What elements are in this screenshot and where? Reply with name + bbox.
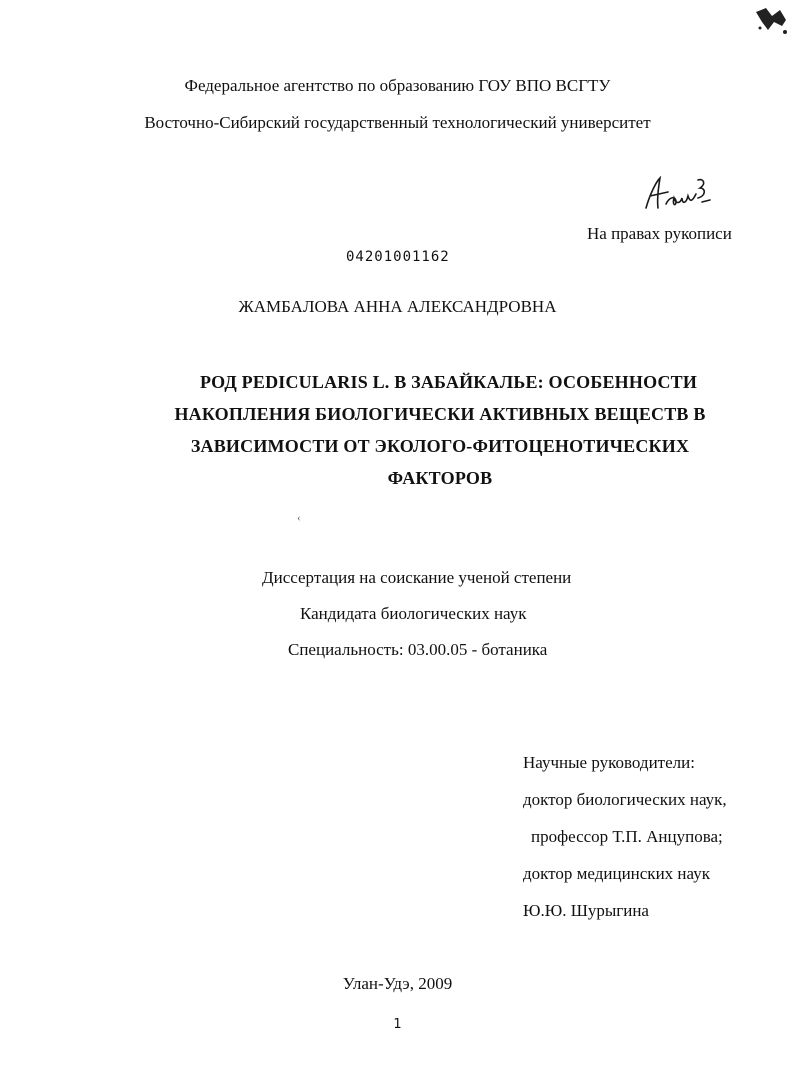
specialty-line: Специальность: 03.00.05 - ботаника [288, 640, 548, 659]
scan-smudge-mark [752, 4, 792, 38]
dissertation-title [150, 366, 730, 494]
page-number: 1 [393, 1017, 402, 1032]
title-line-4: ФАКТОРОВ [387, 468, 493, 488]
manuscript-note: На правах рукописи [587, 224, 732, 243]
title-line-1: РОД PEDICULARIS L. В ЗАБАЙКАЛЬЕ: ОСОБЕННОСТИ [200, 372, 698, 392]
supervisor-line-1: доктор биологических наук, [523, 790, 727, 809]
stray-mark: ‹ [297, 512, 301, 524]
title-line-3: ЗАВИСИМОСТИ ОТ ЭКОЛОГО-ФИТОЦЕНОТИЧЕСКИХ [190, 436, 690, 456]
title-line-2: НАКОПЛЕНИЯ БИОЛОГИЧЕСКИ АКТИВНЫХ ВЕЩЕСТВ В [174, 404, 706, 424]
supervisors-heading: Научные руководители: [523, 753, 695, 772]
supervisor-line-2: профессор Т.П. Анцупова; [531, 827, 723, 846]
city-year: Улан-Удэ, 2009 [342, 974, 453, 993]
agency-header: Федеральное агентство по образованию ГОУ ВПО ВСГТУ [184, 76, 611, 95]
signature-image [640, 174, 720, 218]
supervisor-line-3: доктор медицинских наук [523, 864, 710, 883]
university-name: Восточно-Сибирский государственный технологический университет [144, 113, 651, 132]
degree-line-1: Диссертация на соискание ученой степени [262, 568, 572, 587]
supervisor-line-4: Ю.Ю. Шурыгина [523, 901, 649, 920]
degree-line-2: Кандидата биологических наук [300, 604, 527, 623]
author-name: ЖАМБАЛОВА АННА АЛЕКСАНДРОВНА [238, 297, 557, 316]
registration-number: 04201001162 [346, 249, 450, 265]
